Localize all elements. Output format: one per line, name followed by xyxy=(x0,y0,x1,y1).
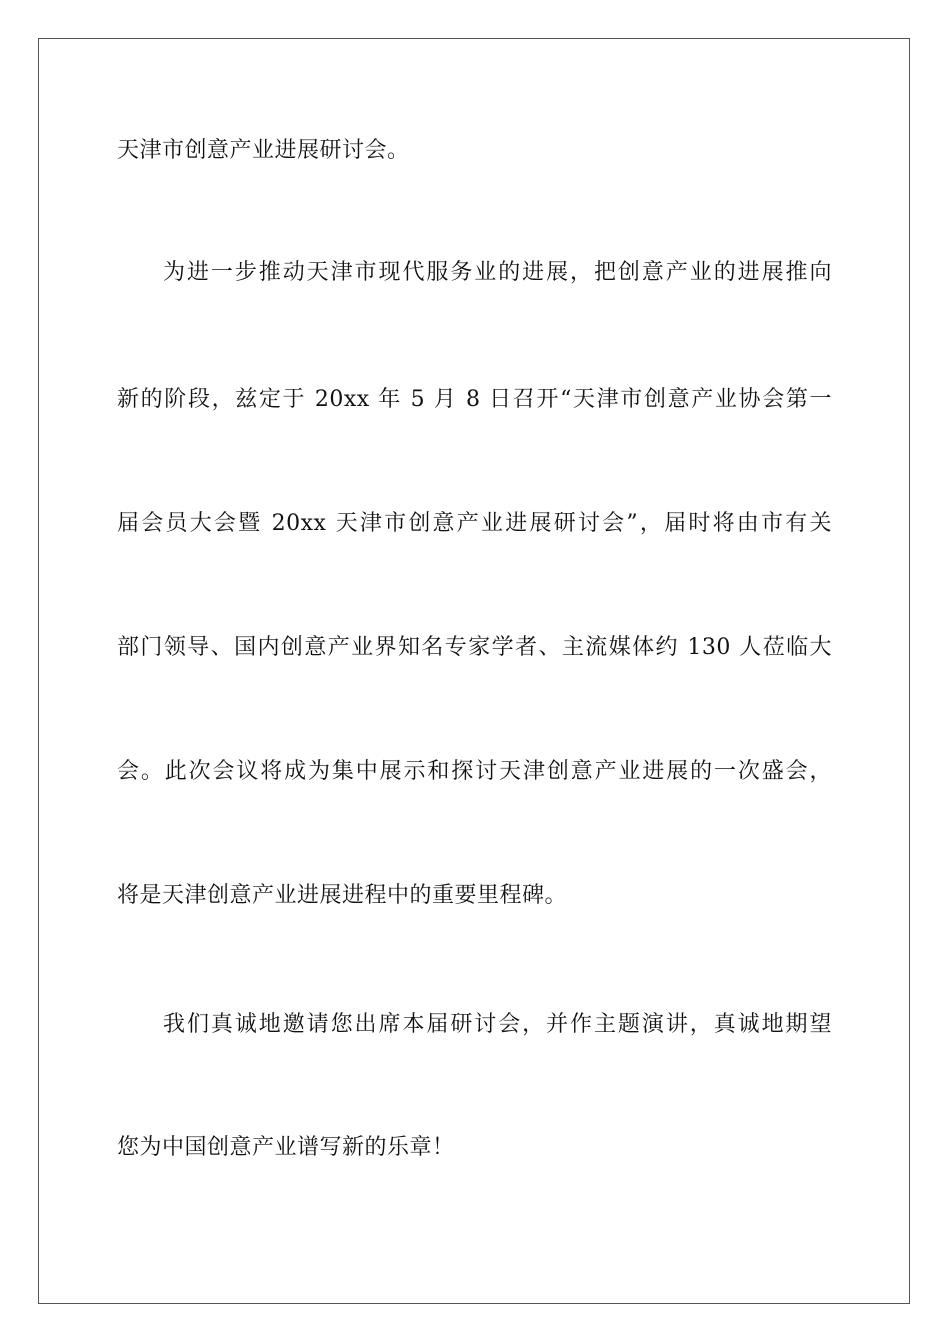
page-frame xyxy=(38,38,910,1304)
text-line-9: 您为中国创意产业谱写新的乐章！ xyxy=(117,1135,455,1160)
text-line-8: 我们真诚地邀请您出席本届研讨会，并作主题演讲，真诚地期望 xyxy=(163,1012,832,1037)
text-line-5: 部门领导、国内创意产业界知名专家学者、主流媒体约 130 人莅临大 xyxy=(117,635,832,660)
text-line-3: 新的阶段，兹定于 20xx 年 5 月 8 日召开“天津市创意产业协会第一 xyxy=(117,387,832,412)
text-line-7: 将是天津创意产业进展进程中的重要里程碑。 xyxy=(117,883,568,908)
text-line-1: 天津市创意产业进展研讨会。 xyxy=(117,138,410,163)
text-line-6: 会。此次会议将成为集中展示和探讨天津创意产业进展的一次盛会， xyxy=(117,759,832,784)
text-line-2: 为进一步推动天津市现代服务业的进展，把创意产业的进展推向 xyxy=(163,260,832,285)
text-line-4: 届会员大会暨 20xx 天津市创意产业进展研讨会”，届时将由市有关 xyxy=(117,511,832,536)
